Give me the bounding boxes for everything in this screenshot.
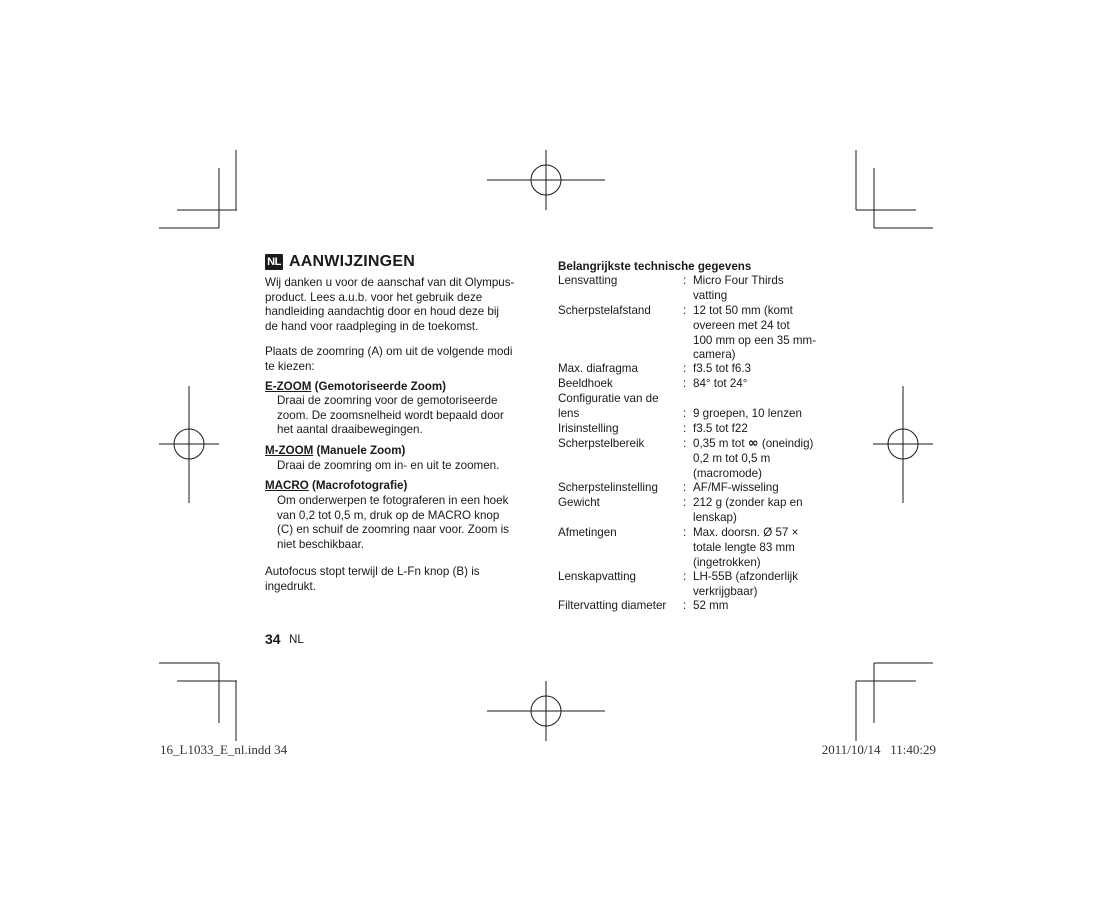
date-slug: 2011/10/14 11:40:29 xyxy=(821,742,936,757)
spec-value: 12 tot 50 mm (komt overeen met 24 tot 100 mm op een 35 mm- camera) xyxy=(693,304,817,362)
mode-heading-e-zoom xyxy=(265,380,446,395)
spec-value: AF/MF-wisseling xyxy=(693,481,779,494)
spec-label: Afmetingen xyxy=(558,526,617,539)
mode-heading-macro xyxy=(265,479,407,494)
mode-text-m-zoom: Draai de zoomring om in- en uit te zoomen. xyxy=(277,459,500,472)
mode-desc: (Macrofotografie) xyxy=(312,479,408,492)
spec-value: 84° tot 24° xyxy=(693,377,748,390)
spec-label: Filtervatting diameter xyxy=(558,599,667,612)
mode-name: M-ZOOM xyxy=(265,444,314,457)
spec-label: Beeldhoek xyxy=(558,377,613,390)
page-number: 34 xyxy=(265,631,281,647)
page-language: NL xyxy=(289,633,304,646)
file-slug: 16_L1033_E_nl.indd 34 xyxy=(160,742,288,757)
page-title: AANWIJZINGEN xyxy=(289,253,415,270)
zoom-intro-paragraph: Plaats de zoomring (A) om uit de volgende modi te kiezen: xyxy=(265,345,513,373)
registration-mark-left xyxy=(159,386,219,503)
spec-value: Micro Four Thirds vatting xyxy=(693,274,784,302)
mode-desc: (Manuele Zoom) xyxy=(316,444,406,457)
spec-value: LH-55B (afzonderlijk verkrijgbaar) xyxy=(693,570,799,598)
mode-heading-m-zoom xyxy=(265,444,405,459)
mode-name: MACRO xyxy=(265,479,309,492)
spec-label: Scherpstelafstand xyxy=(558,304,651,317)
spec-label: Gewicht xyxy=(558,496,600,509)
spec-value: 9 groepen, 10 lenzen xyxy=(693,407,802,420)
spec-label: Irisinstelling xyxy=(558,422,619,435)
spec-label: Lensvatting xyxy=(558,274,618,287)
spec-label: Scherpstelbereik xyxy=(558,437,645,450)
registration-mark-top xyxy=(487,150,605,210)
registration-mark-right xyxy=(873,386,933,503)
spec-value: f3.5 tot f22 xyxy=(693,422,748,435)
mode-text-e-zoom: Draai de zoomring voor de gemotoriseerde zoom. De zoomsnelheid wordt bepaald door het aantal draaibewegingen. xyxy=(277,394,504,436)
spec-value: 0,35 m tot ∞ (oneindig) 0,2 m tot 0,5 m (macromode) xyxy=(693,436,814,480)
mode-text-macro: Om onderwerpen te fotograferen in een hoek van 0,2 tot 0,5 m, druk op de MACRO knop (C) en schuif de zoomring naar voor. Zoom is niet beschikbaar. xyxy=(277,494,509,551)
spec-label: Lenskapvatting xyxy=(558,570,636,583)
intro-paragraph: Wij danken u voor de aanschaf van dit Olympus- product. Lees a.u.b. voor het gebruik deze handleiding aandachtig door en houd deze bij de hand voor raadpleging in de toekomst. xyxy=(265,276,515,333)
spec-value: Max. doorsn. Ø 57 × totale lengte 83 mm (ingetrokken) xyxy=(693,526,799,569)
infinity-symbol: ∞ xyxy=(747,436,759,451)
specs-title: Belangrijkste technische gegevens xyxy=(558,260,752,273)
spec-value: 212 g (zonder kap en lenskap) xyxy=(693,496,803,524)
mode-desc: (Gemotoriseerde Zoom) xyxy=(314,380,447,393)
spec-label: Scherpstelinstelling xyxy=(558,481,658,494)
spec-value: f3.5 tot f6.3 xyxy=(693,362,752,375)
registration-mark-bottom xyxy=(487,681,605,741)
language-badge: NL xyxy=(265,254,283,270)
spec-value: 52 mm xyxy=(693,599,729,612)
autofocus-note: Autofocus stopt terwijl de L-Fn knop (B) is ingedrukt. xyxy=(265,565,480,593)
mode-name: E-ZOOM xyxy=(265,380,312,393)
spec-label: Configuratie van de lens xyxy=(558,392,659,420)
spec-label: Max. diafragma xyxy=(558,362,638,375)
